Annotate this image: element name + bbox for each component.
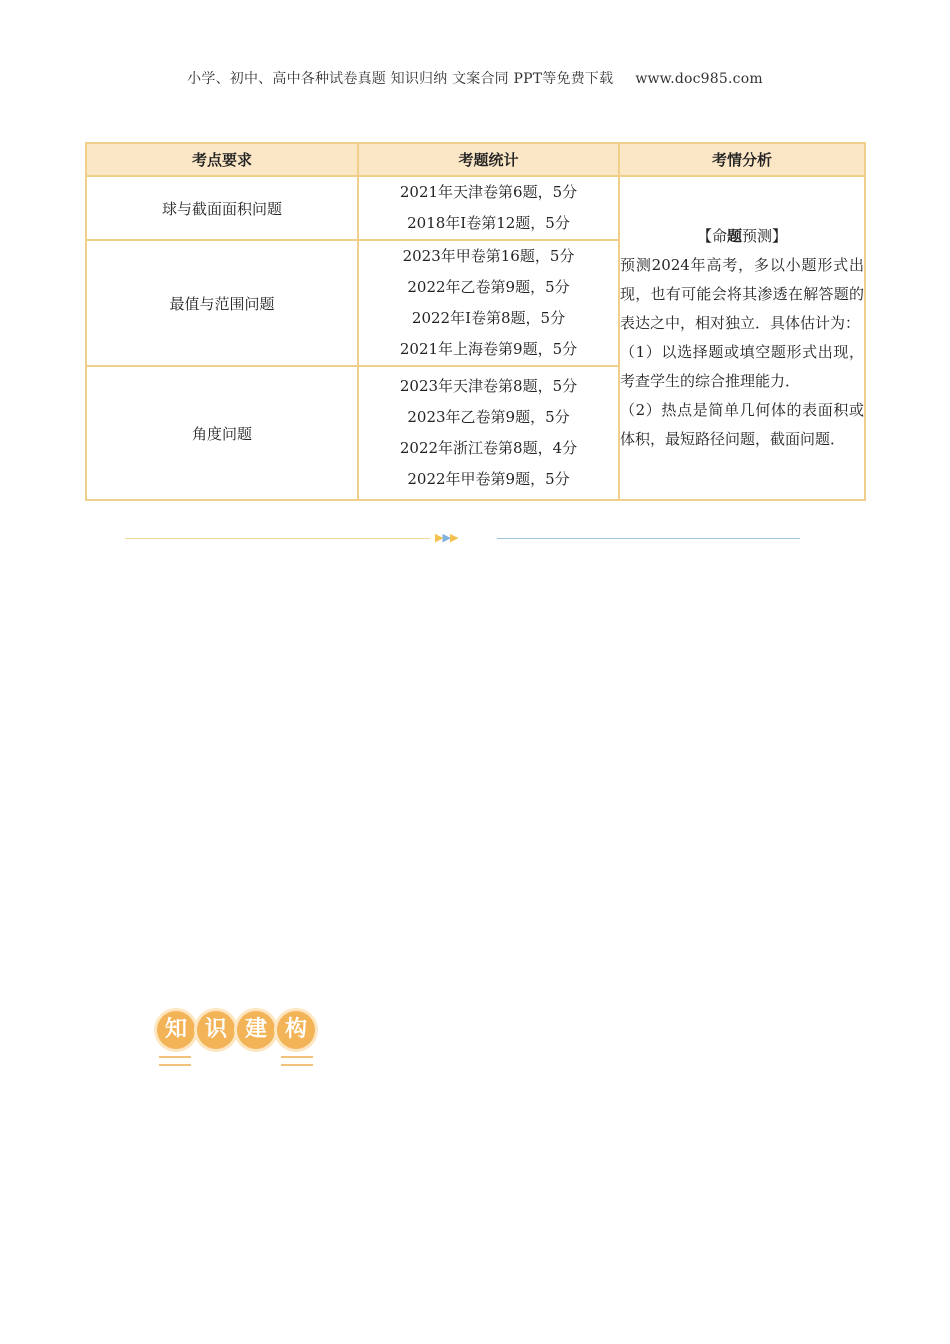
section-divider xyxy=(125,531,800,545)
badge-deco-left xyxy=(159,1056,191,1066)
prediction-tag: 【命题预测】 xyxy=(696,227,788,245)
badge-char: 识 xyxy=(197,1011,235,1049)
analysis-paragraph-2: （1）以选择题或填空题形式出现，考查学生的综合推理能力． xyxy=(620,343,864,390)
divider-line-right xyxy=(497,538,800,539)
header-text: 小学、初中、高中各种试卷真题 知识归纳 文案合同 PPT等免费下载 xyxy=(187,71,614,87)
stats-cell xyxy=(358,366,619,500)
header-stats: 考题统计 xyxy=(358,143,619,176)
table-header-row xyxy=(86,143,865,176)
stat-line: 2022年乙卷第9题，5分 xyxy=(407,278,570,296)
badge-char: 建 xyxy=(237,1011,275,1049)
analysis-cell xyxy=(619,176,865,500)
stat-line: 2023年天津卷第8题，5分 xyxy=(399,377,578,395)
badge-deco-right xyxy=(281,1056,313,1066)
topic-cell: 最值与范围问题 xyxy=(86,240,358,366)
header-topic: 考点要求 xyxy=(86,143,358,176)
header-analysis: 考情分析 xyxy=(619,143,865,176)
analysis-paragraph-3: （2）热点是简单几何体的表面积或体积，最短路径问题，截面问题． xyxy=(620,401,864,448)
badge-char: 知 xyxy=(157,1011,195,1049)
badge-char: 构 xyxy=(277,1011,315,1049)
table-row xyxy=(86,176,865,240)
stat-line: 2021年天津卷第6题，5分 xyxy=(399,183,578,201)
topic-cell: 角度问题 xyxy=(86,366,358,500)
stat-line: 2023年乙卷第9题，5分 xyxy=(407,408,570,426)
divider-line-left xyxy=(125,538,430,539)
stat-line: 2018年I卷第12题，5分 xyxy=(407,214,570,232)
stat-line: 2022年I卷第8题，5分 xyxy=(411,309,566,327)
stat-line: 2023年甲卷第16题，5分 xyxy=(402,247,575,265)
stat-line: 2022年浙江卷第8题，4分 xyxy=(399,439,578,457)
header-url[interactable]: www.doc985.com xyxy=(635,71,763,87)
stat-line: 2022年甲卷第9题，5分 xyxy=(407,470,570,488)
stats-cell xyxy=(358,176,619,240)
topic-cell: 球与截面面积问题 xyxy=(86,176,358,240)
page-header xyxy=(0,68,950,88)
exam-analysis-table xyxy=(85,142,866,501)
knowledge-structure-badge xyxy=(157,1011,317,1063)
stat-line: 2021年上海卷第9题，5分 xyxy=(399,340,578,358)
stats-cell xyxy=(358,240,619,366)
analysis-paragraph-1: 预测2024年高考，多以小题形式出现，也有可能会将其渗透在解答题的表达之中，相对独立．具体估计为： xyxy=(620,256,864,332)
triple-arrow-icon: ▶▶▶ xyxy=(435,531,458,544)
